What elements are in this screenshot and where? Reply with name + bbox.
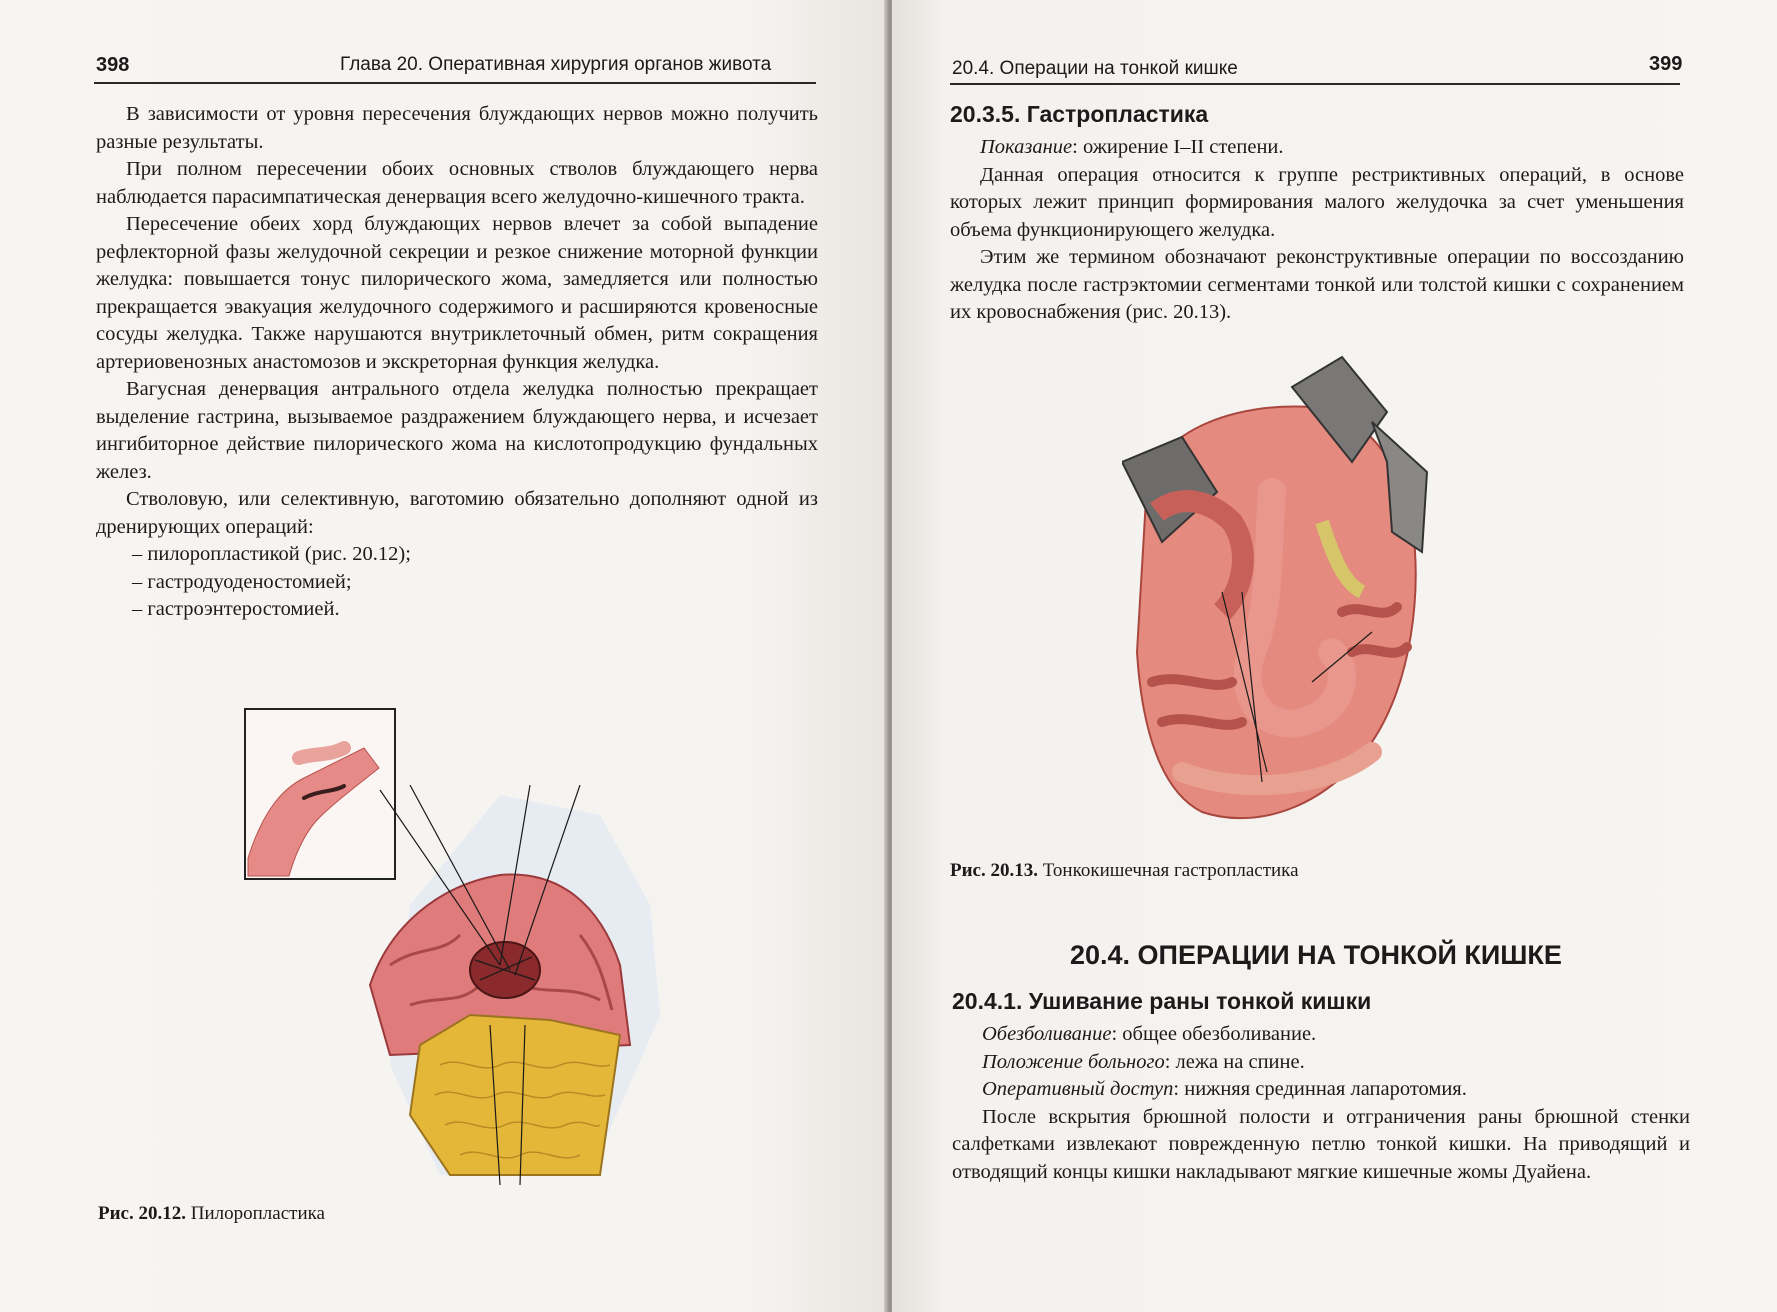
subsection-heading-wound-suturing: 20.4.1. Ушивание раны тонкой кишки	[952, 988, 1372, 1014]
patient-position-label: Положение больного	[982, 1050, 1165, 1073]
header-rule-left	[94, 82, 816, 84]
patient-position-line	[952, 1049, 1690, 1077]
caption-label: Рис. 20.12.	[98, 1203, 186, 1224]
running-header-right: 20.4. Операции на тонкой кишке	[952, 58, 1238, 79]
left-text-column	[96, 101, 818, 624]
small-intestine-gastroplasty-illustration	[1122, 352, 1432, 852]
list-item: – гастроэнтеростомией.	[96, 596, 818, 624]
figure-caption-20-12	[98, 1203, 325, 1225]
right-text-column-bottom	[952, 1021, 1690, 1186]
header-rule-right	[950, 83, 1680, 85]
right-text-column	[950, 134, 1684, 327]
page-number-left: 398	[96, 54, 130, 76]
indication-label: Показание	[980, 136, 1073, 158]
paragraph: Этим же термином обозначают реконструктивные операции по воссозданию желудка после гастрэктомии сегментами тонкой или толстой кишки с сохранением их кровоснабжения (рис. 20.13).	[950, 246, 1684, 323]
paragraph: При полном пересечении обоих основных стволов блуждающего нерва наблюдается парасимпатическая денервация всего желудочно-кишечного тракта.	[96, 158, 818, 208]
surgical-access-text: : нижняя срединная лапаротомия.	[1173, 1078, 1467, 1100]
figure-caption-20-13	[950, 860, 1299, 882]
paragraph: Пересечение обеих хорд блуждающих нервов влечет за собой выпадение рефлекторной фазы желудочной секреции и резкое снижение моторной функции желудка: повышается тонус пилорического жома, замедляется или полностью прекращается эвакуация желудочного содержимого и расширяются кровеносные сосуды желудка. Также нарушаются внутриклеточный обмен, ритм сокращения артериовенозных анастомозов и экскреторная функция желудка.	[96, 213, 818, 373]
paragraph: В зависимости от уровня пересечения блуждающих нервов можно получить разные результаты.	[96, 103, 818, 153]
anesthesia-label: Обезболивание	[982, 1023, 1112, 1045]
paragraph: После вскрытия брюшной полости и отграничения раны брюшной стенки салфетками извлекают поврежденную петлю тонкой кишки. На приводящий и отводящий концы кишки накладывают мягкие кишечные жомы Дуайена.	[952, 1105, 1690, 1183]
caption-label: Рис. 20.13.	[950, 860, 1038, 881]
right-page	[892, 0, 1777, 1312]
paragraph: Вагусная денервация антрального отдела желудка полностью прекращает выделение гастрина, вызываемое раздражением блуждающего нерва, и исчезает ингибиторное действие пилорического жома на кислотопродукцию фундальных желез.	[96, 378, 818, 483]
anesthesia-text: : общее обезболивание.	[1111, 1023, 1317, 1045]
anesthesia-line	[952, 1021, 1690, 1049]
section-heading-gastroplasty: 20.3.5. Гастропластика	[950, 101, 1209, 127]
paragraph: Данная операция относится к группе рестриктивных операций, в основе которых лежит принцип формирования малого желудочка за счет уменьшения объема функционирующего желудка.	[950, 163, 1684, 241]
caption-text: Тонкокишечная гастропластика	[1042, 860, 1299, 881]
chapter-heading-small-intestine: 20.4. ОПЕРАЦИИ НА ТОНКОЙ КИШКЕ	[1070, 940, 1562, 970]
list-item: – пилоропластикой (рис. 20.12);	[96, 541, 818, 569]
patient-position-text: : лежа на спине.	[1164, 1050, 1305, 1073]
indication-text: : ожирение I–II степени.	[1072, 136, 1284, 158]
paragraph: Стволовую, или селективную, ваготомию обязательно дополняют одной из дренирующих операций:	[96, 488, 818, 538]
surgical-access-label: Оперативный доступ	[982, 1078, 1174, 1100]
list-item: – гастродуоденостомией;	[96, 569, 818, 597]
running-header-left: Глава 20. Оперативная хирургия органов живота	[340, 54, 772, 75]
caption-text: Пилоропластика	[190, 1203, 325, 1224]
pyloroplasty-illustration	[350, 785, 680, 1185]
indication-line	[950, 134, 1684, 162]
page-number-right: 399	[1649, 53, 1683, 75]
left-page	[0, 0, 888, 1312]
surgical-access-line	[952, 1076, 1690, 1104]
